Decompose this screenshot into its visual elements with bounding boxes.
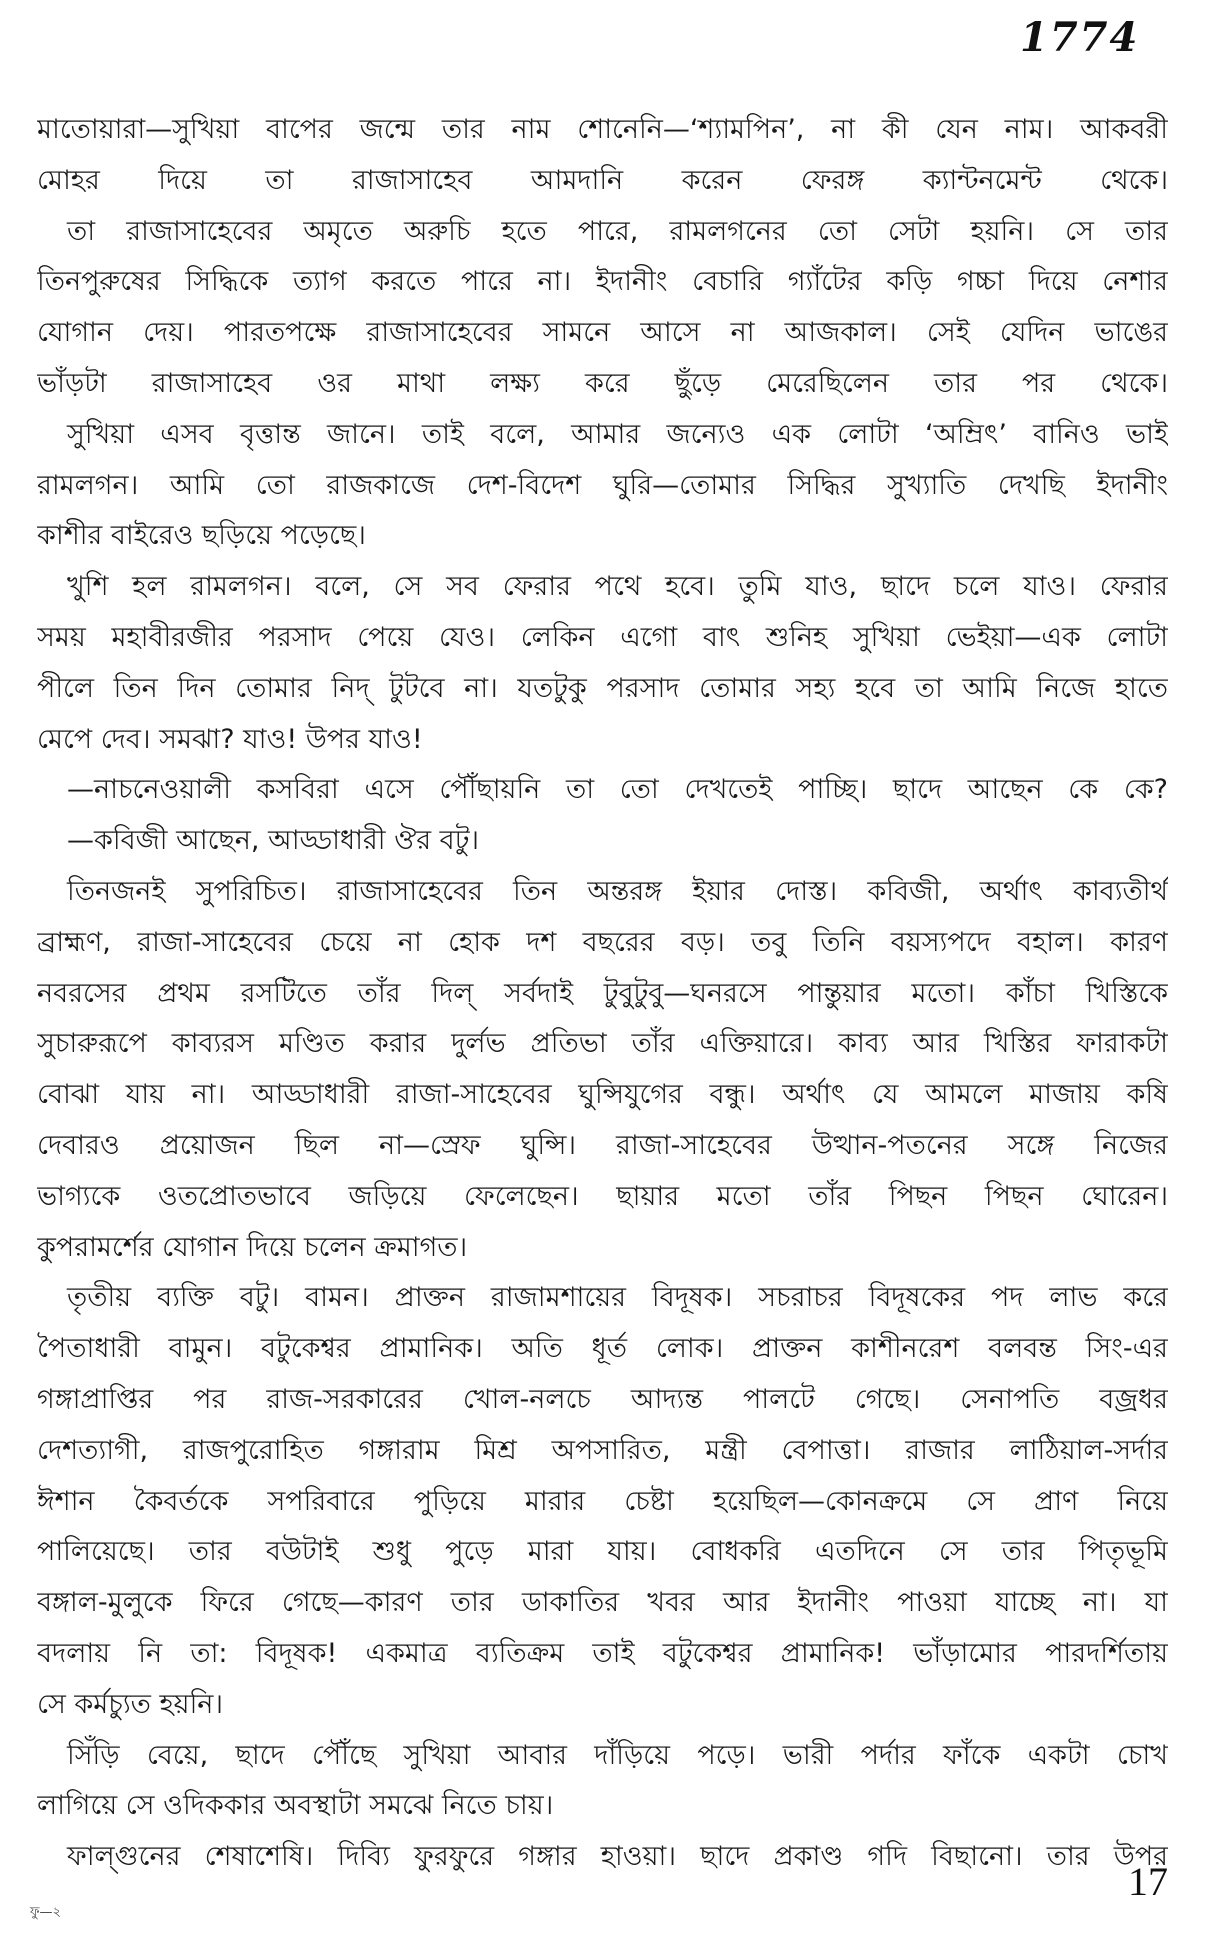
text-line: —নাচনেওয়ালী কসবিরা এসে পৌঁছায়নি তা তো দেখতেই পাচ্ছি। ছাদে আছেন কে কে? (67, 774, 1168, 806)
signature-mark: ফু—২ (30, 1905, 61, 1920)
text-line: সুখিয়া এসব বৃত্তান্ত জানে। তাই বলে, আমার জন্যেও এক লোটা ‘অম্রিৎ’ বানিও ভাই (67, 418, 1168, 450)
text-line: ভাগ্যকে ওতপ্রোতভাবে জড়িয়ে ফেলেছেন। ছায়ার মতো তাঁর পিছন পিছন ঘোরেন। (37, 1180, 1168, 1212)
body-text (37, 105, 1168, 1883)
text-line: তিনজনই সুপরিচিত। রাজাসাহেবের তিন অন্তরঙ্গ ইয়ার দোস্ত। কবিজী, অর্থাৎ কাব্যতীর্থ (67, 875, 1168, 907)
text-line: বঙ্গাল-মুলুকে ফিরে গেছে—কারণ তার ডাকাতির খবর আর ইদানীং পাওয়া যাচ্ছে না। যা (37, 1587, 1168, 1619)
text-line: তিনপুরুষের সিদ্ধিকে ত্যাগ করতে পারে না। ইদানীং বেচারি গ্যাঁটের কড়ি গচ্চা দিয়ে নেশার (37, 266, 1168, 298)
text-line: কুপরামর্শের যোগান দিয়ে চলেন ক্রমাগত। (37, 1231, 468, 1263)
text-line: সে কর্মচ্যুত হয়নি। (37, 1688, 224, 1720)
text-line: তা রাজাসাহেবের অমৃতে অরুচি হতে পারে, রামলগনের তো সেটা হয়নি। সে তার (67, 215, 1168, 247)
text-line: মাতোয়ারা—সুখিয়া বাপের জন্মে তার নাম শোনেনি—‘শ্যামপিন’, না কী যেন নাম। আকবরী (37, 114, 1168, 145)
text-line: ঈশান কৈবর্তকে সপরিবারে পুড়িয়ে মারার চেষ্টা হয়েছিল—কোনক্রমে সে প্রাণ নিয়ে (37, 1485, 1168, 1517)
text-line: দেশত্যাগী, রাজপুরোহিত গঙ্গারাম মিশ্র অপসারিত, মন্ত্রী বেপাত্তা। রাজার লাঠিয়াল-সর্দার (37, 1434, 1168, 1466)
text-line: পীলে তিন দিন তোমার নিদ্ টুটবে না। যতটুকু পরসাদ তোমার সহ্য হবে তা আমি নিজে হাতে (37, 672, 1168, 704)
text-line: রামলগন। আমি তো রাজকাজে দেশ-বিদেশ ঘুরি—তোমার সিদ্ধির সুখ্যাতি দেখছি ইদানীং (37, 469, 1168, 501)
text-line: ভাঁড়টা রাজাসাহেব ওর মাথা লক্ষ্য করে ছুঁড়ে মেরেছিলেন তার পর থেকে। (37, 367, 1168, 399)
text-line: বদলায় নি তা: বিদূষক! একমাত্র ব্যতিক্রম তাই বটুকেশ্বর প্রামানিক! ভাঁড়ামোর পারদর্শিতায় (37, 1637, 1168, 1669)
page-number: 17 (1128, 1859, 1168, 1904)
handwritten-page-mark: 1774 (1020, 14, 1140, 61)
text-line: সিঁড়ি বেয়ে, ছাদে পৌঁছে সুখিয়া আবার দাঁড়িয়ে পড়ে। ভারী পর্দার ফাঁকে একটা চোখ (67, 1739, 1168, 1771)
text-line: কাশীর বাইরেও ছড়িয়ে পড়েছে। (37, 520, 366, 552)
text-line: সুচারুরূপে কাব্যরস মণ্ডিত করার দুর্লভ প্রতিভা তাঁর এক্তিয়ারে। কাব্য আর খিস্তির ফারাকটা (37, 1028, 1168, 1060)
text-line: —কবিজী আছেন, আড্ডাধারী ঔর বটু। (67, 825, 480, 857)
text-line: লাগিয়ে সে ওদিককার অবস্থাটা সমঝে নিতে চায়। (37, 1790, 554, 1822)
text-line: ফাল্গুনের শেষাশেষি। দিব্যি ফুরফুরে গঙ্গার হাওয়া। ছাদে প্রকাণ্ড গদি বিছানো। তার উপর (67, 1841, 1168, 1873)
text-line: মোহর দিয়ে তা রাজাসাহেব আমদানি করেন ফেরঙ্গ ক্যান্টনমেন্ট থেকে। (37, 164, 1168, 196)
text-line: যোগান দেয়। পারতপক্ষে রাজাসাহেবের সামনে আসে না আজকাল। সেই যেদিন ভাঙের (37, 317, 1168, 349)
text-line: পালিয়েছে। তার বউটাই শুধু পুড়ে মারা যায়। বোধকরি এতদিনে সে তার পিতৃভূমি (37, 1536, 1168, 1568)
text-line: নবরসের প্রথম রসটিতে তাঁর দিল্ সর্বদাই টুবুটুবু—ঘনরসে পান্তুয়ার মতো। কাঁচা খিস্তিকে (37, 977, 1168, 1009)
text-line: ব্রাহ্মণ, রাজা-সাহেবের চেয়ে না হোক দশ বছরের বড়। তবু তিনি বয়স্যপদে বহাল। কারণ (37, 926, 1168, 958)
text-line: গঙ্গাপ্রাপ্তির পর রাজ-সরকারের খোল-নলচে আদ্যন্ত পালটে গেছে। সেনাপতি বজ্রধর (37, 1383, 1168, 1415)
text-line: পৈতাধারী বামুন। বটুকেশ্বর প্রামানিক। অতি ধূর্ত লোক। প্রাক্তন কাশীনরেশ বলবন্ত সিং-এর (37, 1333, 1168, 1365)
text-line: বোঝা যায় না। আড্ডাধারী রাজা-সাহেবের ঘুন্সিযুগের বন্ধু। অর্থাৎ যে আমলে মাজায় কষি (37, 1079, 1168, 1111)
text-line: তৃতীয় ব্যক্তি বটু। বামন। প্রাক্তন রাজামশায়ের বিদূষক। সচরাচর বিদূষকের পদ লাভ করে (67, 1282, 1168, 1314)
text-line: দেবারও প্রয়োজন ছিল না—স্রেফ ঘুন্সি। রাজা-সাহেবের উত্থান-পতনের সঙ্গে নিজের (37, 1129, 1168, 1161)
text-line: মেপে দেব। সমঝা? যাও! উপর যাও! (37, 723, 423, 755)
text-line: খুশি হল রামলগন। বলে, সে সব ফেরার পথে হবে। তুমি যাও, ছাদে চলে যাও। ফেরার (67, 571, 1168, 603)
text-line: সময় মহাবীরজীর পরসাদ পেয়ে যেও। লেকিন এগো বাৎ শুনিহ সুখিয়া ভেইয়া—এক লোটা (37, 621, 1168, 653)
